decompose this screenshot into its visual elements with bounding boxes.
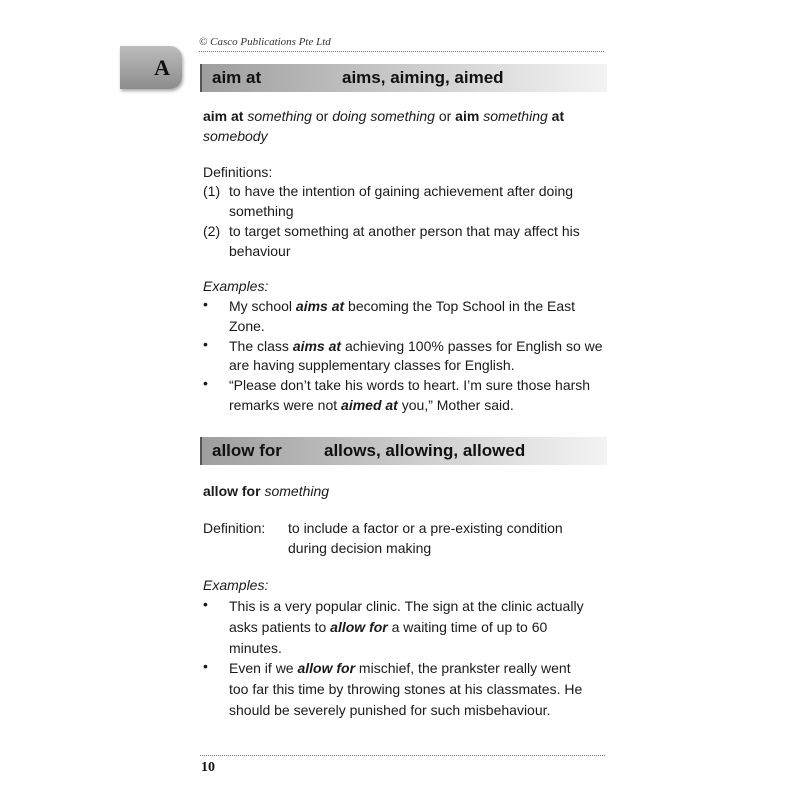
example-line: minutes.: [229, 640, 282, 656]
usage-particle: at: [551, 108, 565, 124]
example-text: asks patients to: [229, 619, 331, 635]
usage-or: or: [438, 108, 452, 124]
example-line: [229, 617, 547, 637]
example-keyword: allow for: [330, 619, 388, 635]
page-number: 10: [201, 760, 215, 775]
usage-object: doing something: [332, 108, 435, 124]
example-text: becoming the Top School in the East: [344, 298, 576, 314]
example-text: My school: [229, 298, 296, 314]
definition-text: something: [229, 203, 294, 219]
section-letter-tab: [120, 46, 182, 89]
example-keyword: allow for: [297, 660, 356, 676]
headword: allow for: [212, 441, 282, 460]
top-divider: [199, 51, 604, 52]
usage-object: something: [264, 483, 330, 499]
publisher-credit: © Casco Publications Pte Ltd: [199, 36, 331, 48]
example-line: too far this time by throwing stones at his classmates. He: [229, 681, 583, 697]
definition-label: Definition:: [203, 520, 266, 536]
section-letter: A: [154, 55, 170, 80]
usage-verb: aim at: [203, 108, 244, 124]
definition-text: to include a factor or a pre-existing condition: [288, 520, 563, 536]
bullet: •: [203, 296, 208, 312]
example-line: Zone.: [229, 318, 265, 334]
usage-verb: allow for: [203, 483, 261, 499]
example-line: “Please don’t take his words to heart. I’m sure those harsh: [229, 377, 591, 393]
definition-text: behaviour: [229, 243, 291, 259]
verb-forms: aims, aiming, aimed: [342, 68, 504, 87]
example-line: [229, 296, 575, 316]
usage-object: something: [483, 108, 548, 124]
example-line: [229, 658, 571, 678]
example-keyword: aims at: [295, 298, 345, 314]
example-keyword: aims at: [292, 338, 342, 354]
entry-header-aim-at: [200, 64, 607, 92]
definitions-label: Definitions:: [203, 164, 273, 180]
entry-header-allow-for: [200, 437, 607, 465]
verb-forms: allows, allowing, allowed: [324, 441, 526, 460]
example-text: The class: [229, 338, 293, 354]
examples-label: Examples:: [203, 278, 269, 294]
bullet: •: [203, 596, 208, 612]
usage-or: or: [315, 108, 329, 124]
usage-pattern-cont: somebody: [203, 128, 268, 144]
example-line: are having supplementary classes for English.: [229, 357, 515, 373]
example-text: achieving 100% passes for English so we: [341, 338, 603, 354]
bullet: •: [203, 375, 208, 391]
example-line: This is a very popular clinic. The sign at the clinic actually: [229, 598, 584, 614]
example-line: [229, 336, 603, 356]
bottom-divider: [200, 755, 605, 756]
definition-text: to have the intention of gaining achievement after doing: [229, 183, 574, 199]
bullet: •: [203, 336, 208, 352]
usage-object: something: [247, 108, 312, 124]
definition-text: to target something at another person that may affect his: [229, 223, 580, 239]
example-keyword: aimed at: [341, 397, 398, 413]
usage-verb: aim: [455, 108, 480, 124]
definition-text: during decision making: [288, 540, 432, 556]
bullet: •: [203, 658, 208, 674]
example-text: remarks were not: [229, 397, 342, 413]
example-text: you,” Mother said.: [397, 397, 514, 413]
example-line: should be severely punished for such misbehaviour.: [229, 702, 551, 718]
example-line: [229, 395, 514, 415]
definition-number: (1): [203, 183, 221, 199]
example-text: a waiting time of up to 60: [387, 619, 548, 635]
usage-pattern: [203, 106, 564, 126]
examples-label: Examples:: [203, 577, 269, 593]
example-text: Even if we: [229, 660, 298, 676]
definition-number: (2): [203, 223, 221, 239]
usage-pattern: [203, 481, 329, 501]
example-text: mischief, the prankster really went: [355, 660, 571, 676]
headword: aim at: [212, 68, 262, 87]
